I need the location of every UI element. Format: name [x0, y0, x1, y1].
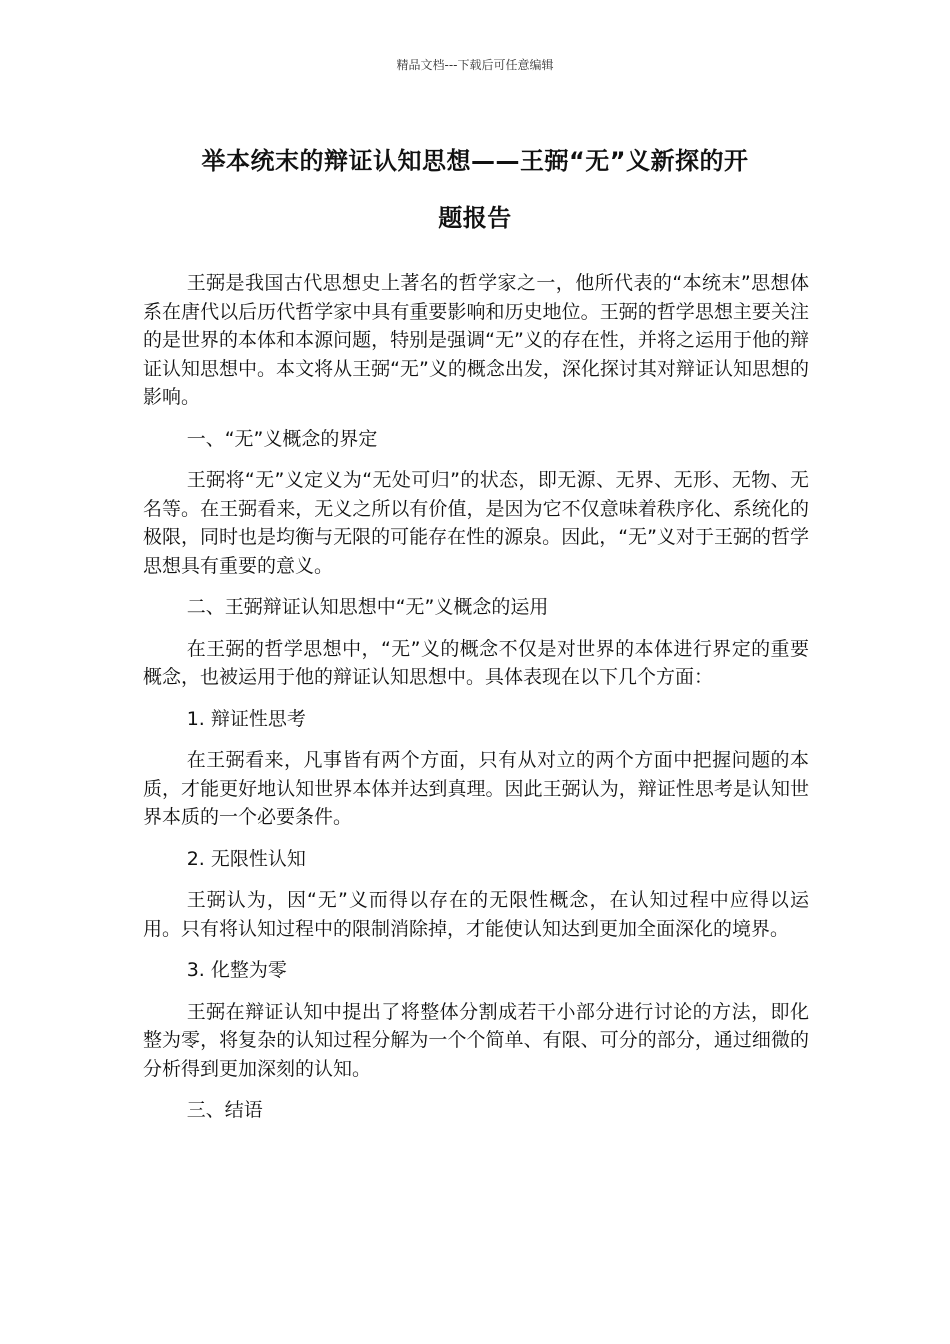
title-line-2: 题报告	[438, 204, 512, 232]
title-line-1: 举本统末的辩证认知思想——王弼“无”义新探的开	[201, 147, 749, 175]
page-header: 精品文档---下载后可任意编辑	[396, 58, 554, 72]
document-body	[143, 269, 809, 1138]
point-2-paragraph: 王弼认为，因“无”义而得以存在的无限性概念，在认知过程中应得以运用。只有将认知过程中的限制消除掉，才能使认知达到更加全面深化的境界。	[143, 889, 809, 940]
point-3-paragraph: 王弼在辩证认知中提出了将整体分割成若干小部分进行讨论的方法，即化整为零，将复杂的认知过程分解为一个个简单、有限、可分的部分，通过细微的分析得到更加深刻的认知。	[143, 1000, 809, 1080]
intro-paragraph: 王弼是我国古代思想史上著名的哲学家之一，他所代表的“本统末”思想体系在唐代以后历代哲学家中具有重要影响和历史地位。王弼的哲学思想主要关注的是世界的本体和本源问题，特别是强调“无”义的存在性，并将之运用于他的辩证认知思想中。本文将从王弼“无”义的概念出发，深化探讨其对辩证认知思想的影响。	[143, 272, 809, 408]
section-1-paragraph: 王弼将“无”义定义为“无处可归”的状态，即无源、无界、无形、无物、无名等。在王弼看来，无义之所以有价值，是因为它不仅意味着秩序化、系统化的极限，同时也是均衡与无限的可能存在性的源泉。因此，“无”义对于王弼的哲学思想具有重要的意义。	[143, 469, 809, 577]
point-1-paragraph: 在王弼看来，凡事皆有两个方面，只有从对立的两个方面中把握问题的本质，才能更好地认知世界本体并达到真理。因此王弼认为，辩证性思考是认知世界本质的一个必要条件。	[143, 749, 809, 828]
document-title	[120, 133, 830, 247]
section-2-paragraph: 在王弼的哲学思想中，“无”义的概念不仅是对世界的本体进行界定的重要概念，也被运用于他的辩证认知思想中。具体表现在以下几个方面：	[143, 637, 809, 688]
point-2-heading: 2. 无限性认知	[186, 847, 306, 870]
section-2-heading: 二、王弼辩证认知思想中“无”义概念的运用	[186, 596, 549, 618]
section-3-heading: 三、结语	[186, 1099, 263, 1121]
point-1-heading: 1. 辩证性思考	[186, 707, 306, 730]
section-1-heading: 一、“无”义概念的界定	[186, 427, 378, 450]
point-3-heading: 3. 化整为零	[186, 959, 287, 981]
